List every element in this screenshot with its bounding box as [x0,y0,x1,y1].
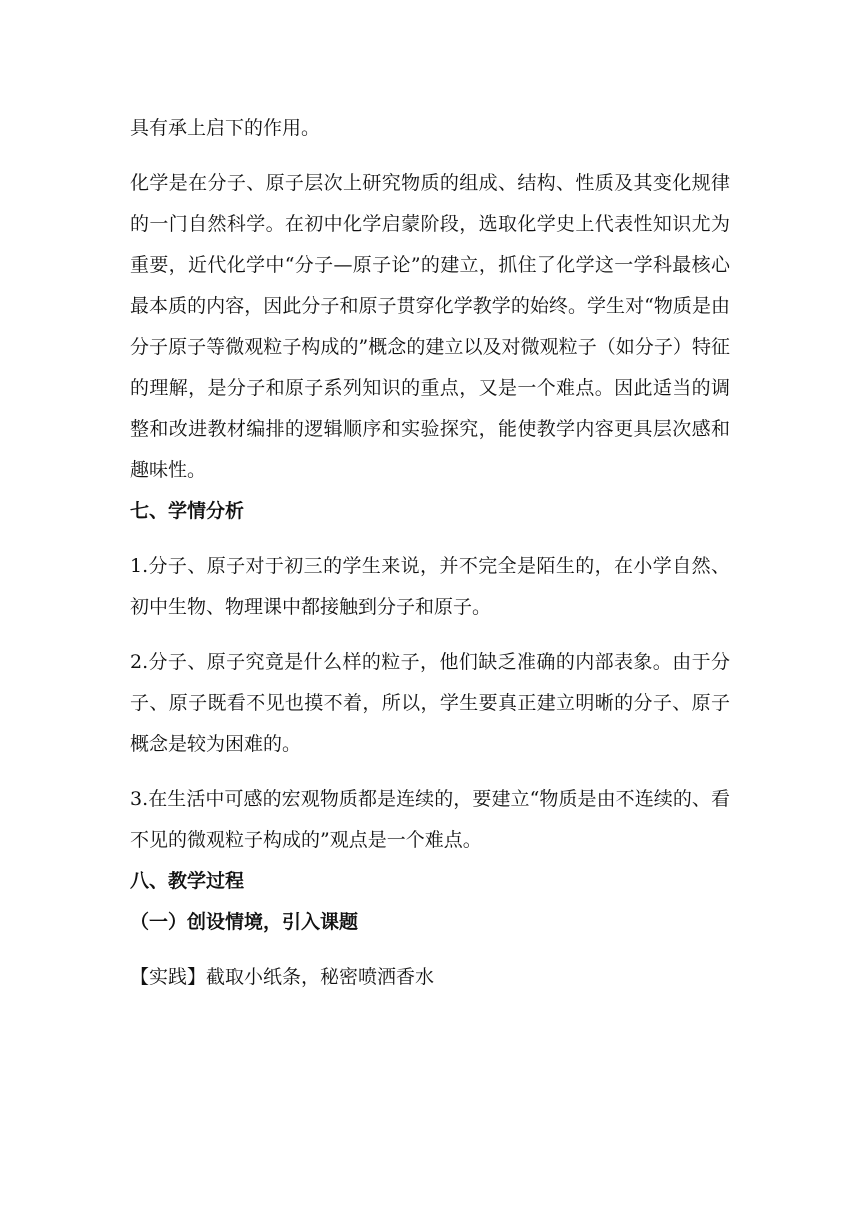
practice-text: 截取小纸条，秘密喷洒香水 [206,966,435,988]
document-page [130,108,730,998]
section-heading-learner-analysis: 七、学情分析 [130,500,245,522]
list-item-learner-2: 2.分子、原子究竟是什么样的粒子，他们缺乏准确的内部表象。由于分子、原子既看不见也摸不着，所以，学生要真正建立明晰的分子、原子概念是较为困难的。 [130,651,730,755]
paragraph-chemistry-overview: 化学是在分子、原子层次上研究物质的组成、结构、性质及其变化规律的一门自然科学。在初中化学启蒙阶段，选取化学史上代表性知识尤为重要，近代化学中“分子—原子论”的建立，抓住了化学这一学科最核心最本质的内容，因此分子和原子贯穿化学教学的始终。学生对“物质是由分子原子等微观粒子构成的”概念的建立以及对微观粒子（如分子）特征的理解，是分子和原子系列知识的重点，又是一个难点。因此适当的调整和改进教材编排的逻辑顺序和实验探究，能使教学内容更具层次感和趣味性。 [130,172,730,481]
subsection-heading-scenario: （一）创设情境，引入课题 [130,911,359,933]
practice-label: 【实践】 [130,966,207,988]
section-heading-teaching-process: 八、教学过程 [130,870,245,892]
list-item-learner-3: 3.在生活中可感的宏观物质都是连续的，要建立“物质是由不连续的、看不见的微观粒子构成的”观点是一个难点。 [130,788,730,851]
practice-line [130,957,730,998]
paragraph-intro-end: 具有承上启下的作用。 [130,117,321,139]
list-item-learner-1: 1.分子、原子对于初三的学生来说，并不完全是陌生的，在小学自然、初中生物、物理课中都接触到分子和原子。 [130,555,730,618]
